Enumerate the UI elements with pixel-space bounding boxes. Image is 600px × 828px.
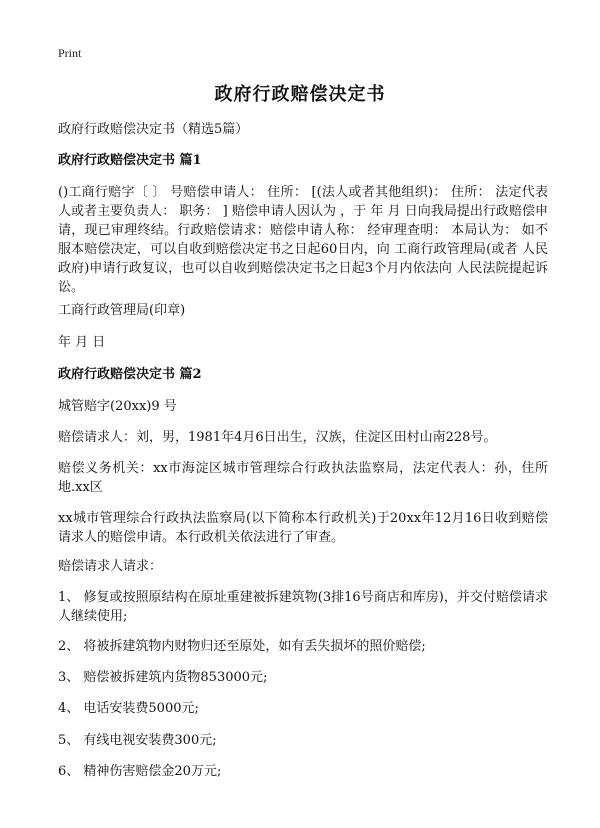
request-list-item: 2、 将被拆建筑物内财物归还至原处，如有丢失损坏的照价赔偿; xyxy=(58,639,426,654)
request-list-item: 3、 赔偿被拆建筑内货物853000元; xyxy=(58,670,268,685)
request-list-item: 1、 修复或按照原结构在原址重建被拆建筑物(3排16号商店和库房)，并交付赔偿请求人继续使用; xyxy=(58,590,548,624)
print-label[interactable]: Print xyxy=(58,46,82,60)
part2-claimant: 赔偿请求人：刘，男，1981年4月6日出生，汉族，住淀区田村山南228号。 xyxy=(58,430,497,445)
request-list-item: 5、 有线电视安装费300元; xyxy=(58,733,217,748)
document-title: 政府行政赔偿决定书 xyxy=(214,84,386,105)
part1-date: 年 月 日 xyxy=(58,335,106,350)
document-subtitle: 政府行政赔偿决定书（精选5篇） xyxy=(58,122,249,137)
request-list-item: 6、 精神伤害赔偿金20万元; xyxy=(58,764,222,779)
part2-case-number: 城管赔字(20xx)9 号 xyxy=(58,399,177,414)
part2-receipt: xx城市管理综合行政执法监察局(以下简称本行政机关)于20xx年12月16日收到赔偿请求人的赔偿申请。本行政机关依法进行了审查。 xyxy=(58,511,548,545)
part2-obligor: 赔偿义务机关：xx市海淀区城市管理综合行政执法监察局，法定代表人：孙，住所地.xx区 xyxy=(58,461,548,495)
part2-requests-intro: 赔偿请求人请求： xyxy=(58,559,163,574)
part1-signature: 工商行政管理局(印章) xyxy=(58,303,186,318)
request-list-item: 4、 电话安装费5000元; xyxy=(58,701,199,716)
section-heading-part1: 政府行政赔偿决定书 篇1 xyxy=(58,153,202,168)
part1-body-paragraph: ()工商行赔字〔 〕 号赔偿申请人： 住所： [(法人或者其他组织)： 住所： 法定代表人或者主要负责人： 职务： ] 赔偿申请人因认为 ，于 年 月 日向我局提出行政赔偿申请，现已审理终结。行政赔偿请求：赔偿申请人称： 经审理查明： 本局认为： 如不服本赔偿决定，可以自收到赔偿决定书之日起60日内，向 工商行政管理局(或者 人民政府)申请行政复议，也可以自收到赔偿决定书之日起3个月内依法向 人民法院提起诉讼。 xyxy=(58,185,548,295)
section-heading-part2: 政府行政赔偿决定书 篇2 xyxy=(58,367,202,382)
